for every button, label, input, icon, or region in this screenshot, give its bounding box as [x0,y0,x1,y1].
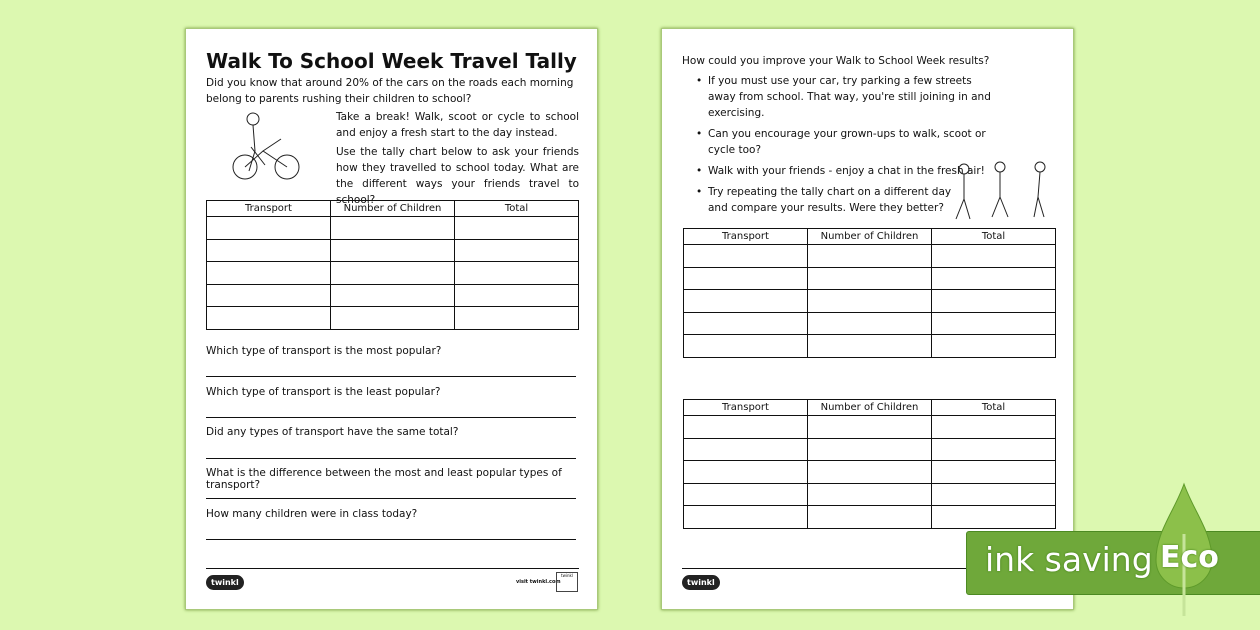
question-3: Did any types of transport have the same total? [206,426,459,438]
tally-table-2 [683,399,1056,529]
child-bicycle-illustration [231,111,301,183]
tips-list [694,73,994,221]
worksheet-page-1 [185,28,598,610]
table-row[interactable] [207,239,579,262]
footer-url: visit twinkl.com [516,579,561,585]
improve-heading: How could you improve your Walk to School Week results? [682,55,990,67]
question-4: What is the difference between the most and least popular types of transport? [206,467,562,491]
children-walking-illustration [950,161,1060,221]
table-row[interactable] [684,290,1056,313]
table-row[interactable] [684,483,1056,506]
header-total: Total [932,229,1056,245]
intro-text: Did you know that around 20% of the cars on the roads each morning belong to parents rushing their children to school? [206,77,574,105]
take-a-break-text: Take a break! Walk, scoot or cycle to school and enjoy a fresh start to the day instead. [336,111,579,139]
tip-item: • Can you encourage your grown-ups to walk, scoot or cycle too? [694,126,994,158]
worksheet-page-2 [661,28,1074,610]
footer-divider [206,568,579,569]
tally-table-1 [683,228,1056,358]
tip-item: • Try repeating the tally chart on a different day and compare your results. Were they better? [694,184,954,216]
tip-item: • If you must use your car, try parking a few streets away from school. That way, you're still joining in and exercising. [694,73,994,121]
instructions-text: Use the tally chart below to ask your friends how they travelled to school today. What are the different ways your friends travel to school? [336,146,579,206]
page-title: Walk To School Week Travel Tally [206,49,577,73]
header-transport: Transport [684,229,808,245]
tally-table [206,200,579,330]
table-row[interactable] [684,506,1056,529]
table-row[interactable] [207,217,579,240]
twinkl-logo: twinkl [206,575,244,590]
table-row[interactable] [684,245,1056,268]
question-2: Which type of transport is the least popular? [206,386,441,398]
twinkl-logo: twinkl [682,575,720,590]
answer-line[interactable] [206,498,576,499]
header-transport: Transport [207,201,331,217]
header-number-of-children: Number of Children [331,201,455,217]
twinkl-badge: twinkl [556,572,578,592]
table-row[interactable] [684,335,1056,358]
table-row[interactable] [684,438,1056,461]
header-total: Total [455,201,579,217]
answer-line[interactable] [206,539,576,540]
answer-line[interactable] [206,376,576,377]
table-row[interactable] [207,307,579,330]
table-row[interactable] [207,284,579,307]
answer-line[interactable] [206,417,576,418]
header-number-of-children: Number of Children [808,400,932,416]
header-transport: Transport [684,400,808,416]
header-number-of-children: Number of Children [808,229,932,245]
header-total: Total [932,400,1056,416]
table-row[interactable] [684,461,1056,484]
tip-item: • Walk with your friends - enjoy a chat in the fresh air! [694,163,994,179]
table-row[interactable] [684,312,1056,335]
ink-saving-label: ink saving [985,540,1153,579]
question-1: Which type of transport is the most popular? [206,345,442,357]
table-row[interactable] [207,262,579,285]
answer-line[interactable] [206,458,576,459]
question-5: How many children were in class today? [206,508,418,520]
table-row[interactable] [684,416,1056,439]
table-row[interactable] [684,267,1056,290]
eco-label: Eco [1160,540,1219,575]
